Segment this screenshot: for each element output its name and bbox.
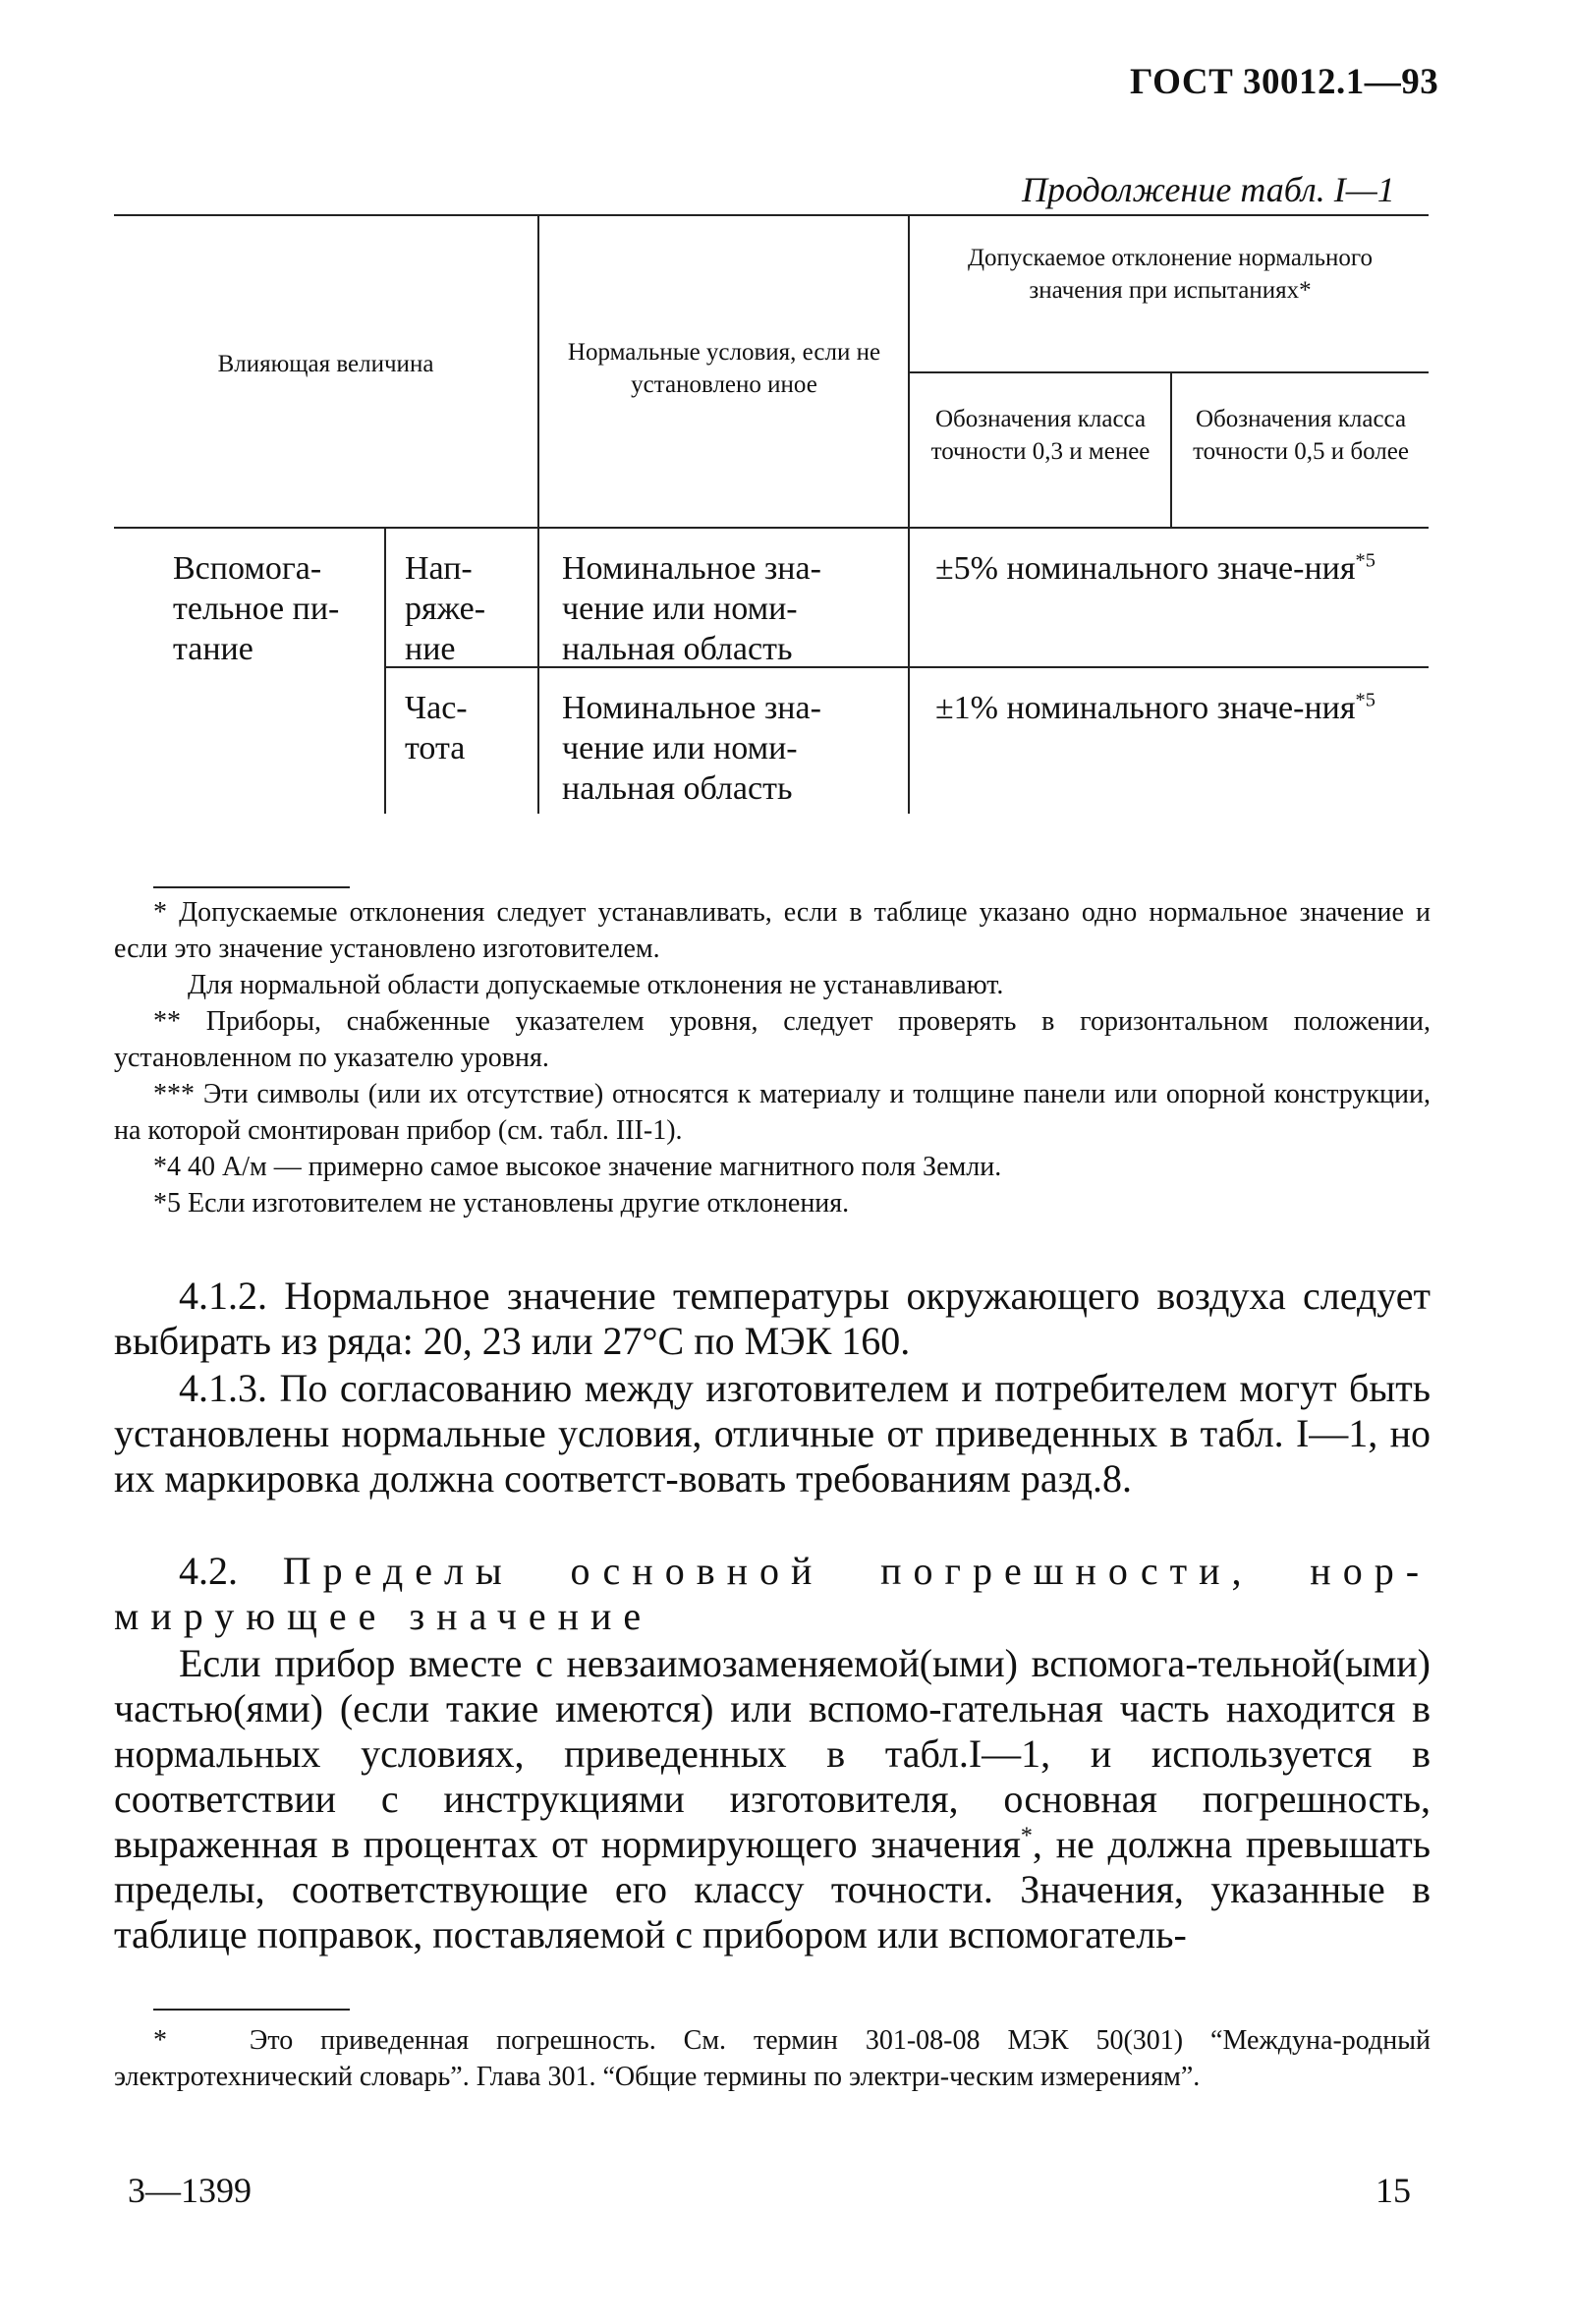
footnote-text: Допускаемые отклонения следует устанавливать, если в таблице указано одно нормальное значение и если это значение установлено изготовителем. xyxy=(114,897,1431,964)
row-sub-frequency: Час-тота xyxy=(405,690,468,766)
section-title: Пределы основной погрешности, нор-мирующее значение xyxy=(114,1549,1432,1638)
footnote-5 xyxy=(114,1185,1431,1221)
standard-number: ГОСТ 30012.1—93 xyxy=(1130,62,1439,102)
footnote-mark: *5 xyxy=(153,1188,181,1219)
paragraph-text-a: Если прибор вместе с невзаимозаменяемой(ыми) вспомога-тельной(ыми) частью(ями) (если такие имеются) или вспомо-гательная часть находится в нормальных условиях, приведенных в табл.I—1, и используется в соответствии с инструкциями изготовителя, основная погрешность, выраженная в процентах от нормирующего значения xyxy=(114,1641,1431,1866)
header-class-0-3: Обозначения класса точности 0,3 и менее xyxy=(930,406,1151,465)
footnote-text: Эти символы (или их отсутствие) относятся к материалу и толщине панели или опорной конструкции, на которой смонтирован прибор (см. табл. III-1). xyxy=(114,1079,1431,1146)
row-deviation-frequency xyxy=(935,688,1397,728)
footnote-3 xyxy=(114,1076,1431,1149)
table-I-1 xyxy=(114,214,1429,814)
row-deviation-voltage xyxy=(935,548,1397,589)
deviation-mark: *5 xyxy=(1355,549,1376,572)
footnote-mark: * xyxy=(153,897,167,928)
header-influencing-quantity: Влияющая величина xyxy=(217,351,434,377)
page-footnote xyxy=(114,2022,1431,2095)
row-group-aux-power: Вспомога-тельное пи-тание xyxy=(173,550,340,667)
row-sub-voltage: Нап-ряже-ние xyxy=(405,550,486,667)
header-normal-conditions: Нормальные условия, если не установлено иное xyxy=(567,339,881,398)
footnote-1b: Для нормальной области допускаемые отклонения не устанавливают. xyxy=(188,970,1004,1000)
deviation-mark: *5 xyxy=(1355,689,1376,711)
paragraph-4-1-3: 4.1.3. По согласованию между изготовителем и потребителем могут быть установлены нормальные условия, отличные от приведенных в табл. I—1, но их маркировка должна соответст-вовать требованиям разд.8. xyxy=(114,1366,1431,1501)
section-number: 4.2. xyxy=(179,1549,238,1593)
footnote-text: Если изготовителем не установлены другие отклонения. xyxy=(188,1188,850,1219)
footnote-2 xyxy=(114,1003,1431,1076)
page-footnote-rule xyxy=(153,2009,350,2011)
section-4-2-heading xyxy=(114,1549,1431,1639)
footnote-mark: *4 xyxy=(153,1152,181,1182)
footnote-mark: * xyxy=(153,2025,167,2056)
paragraph-4-2 xyxy=(114,1641,1431,1957)
footnote-1 xyxy=(114,894,1431,967)
table-continuation-label: Продолжение табл. I—1 xyxy=(1022,170,1395,209)
deviation-text: ±1% номинального значе-ния xyxy=(935,690,1356,726)
deviation-text: ±5% номинального значе-ния xyxy=(935,550,1356,587)
footnote-4 xyxy=(114,1149,1431,1185)
row-normal-voltage: Номинальное зна-чение или номи-нальная область xyxy=(562,550,821,667)
paragraph-text-b: , не должна превышать пределы, соответствующие его классу точности. Значения, указанные в таблице поправок, поставляемой с прибором или вспомогатель- xyxy=(114,1822,1432,1956)
footnote-ref: * xyxy=(1020,1823,1033,1849)
footnote-mark: ** xyxy=(153,1006,181,1037)
row-normal-frequency: Номинальное зна-чение или номи-нальная область xyxy=(562,690,821,807)
footnote-text: Это приведенная погрешность. См. термин 301-08-08 МЭК 50(301) “Междуна-родный электротехнический словарь”. Глава 301. “Общие термины по электри-ческим измерениям”. xyxy=(114,2025,1431,2092)
paragraph-4-1-2: 4.1.2. Нормальное значение температуры окружающего воздуха следует выбирать из ряда: 20, 23 или 27°С по МЭК 160. xyxy=(114,1274,1431,1363)
table-footnotes xyxy=(114,894,1431,1221)
footnote-mark: *** xyxy=(153,1079,195,1109)
header-class-0-5: Обозначения класса точности 0,5 и более xyxy=(1193,406,1409,465)
footnote-rule xyxy=(153,886,350,888)
page-number: 15 xyxy=(1376,2171,1411,2210)
print-code: 3—1399 xyxy=(128,2171,252,2210)
header-permissible-deviation: Допускаемое отклонение нормального значения при испытаниях* xyxy=(967,245,1374,304)
footnote-text: 40 А/м — примерно самое высокое значение магнитного поля Земли. xyxy=(188,1152,1002,1182)
footnote-text: Приборы, снабженные указателем уровня, следует проверять в горизонтальном положении, установленном по указателю уровня. xyxy=(114,1006,1431,1073)
